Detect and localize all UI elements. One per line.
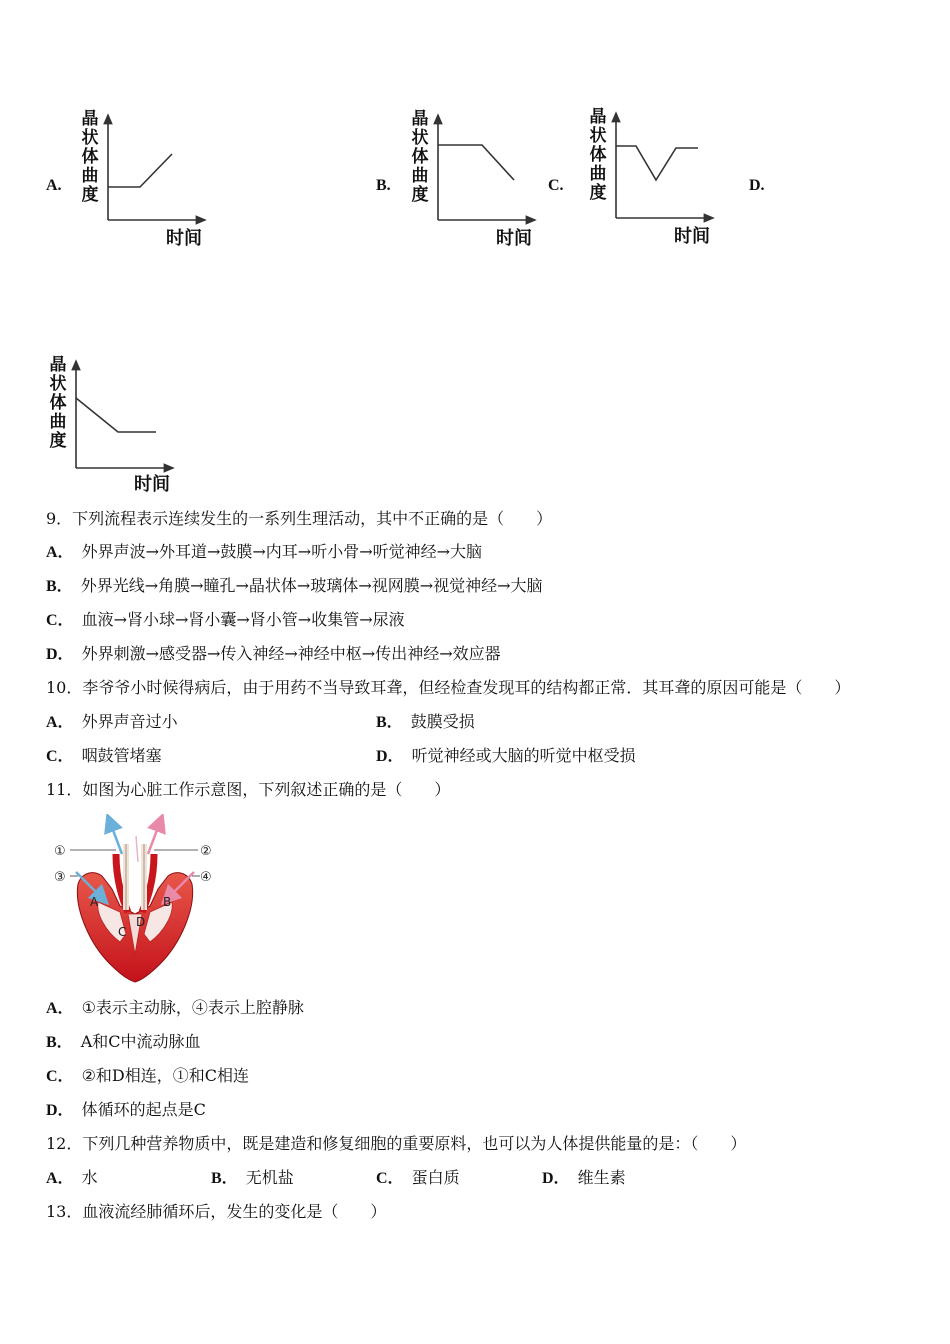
q10-option-c-text: 咽鼓管堵塞 (81, 746, 162, 765)
graph-a-y-label: 晶状体曲度 (81, 109, 99, 205)
graph-c (586, 108, 726, 248)
q10-option-d-letter: D． (376, 748, 404, 765)
q10-option-a-text: 外界声音过小 (81, 712, 178, 731)
heart-label-4: ④ (200, 870, 212, 885)
heart-label-a: A (90, 895, 99, 909)
q12-option-c-letter: C． (376, 1170, 404, 1187)
q10-stem: 10．李爷爷小时候得病后，由于用药不当导致耳聋，但经检查发现耳的结构都正常．其耳聋的原因可能是（ ） (46, 678, 851, 697)
graph-d-x-label: 时间 (134, 474, 170, 495)
q9-option-d (46, 644, 501, 665)
graph-a (78, 110, 218, 250)
graph-d-curve (76, 398, 156, 432)
q12-option-c (376, 1168, 460, 1189)
q12-option-a-letter: A． (46, 1170, 74, 1187)
q9-option-c-letter: C． (46, 612, 74, 629)
q10-option-b-text: 鼓膜受损 (410, 712, 475, 731)
heart-label-b: B (163, 895, 172, 909)
graph-c-curve (616, 146, 698, 180)
graph-a-curve (108, 154, 172, 187)
heart-label-3: ③ (54, 870, 66, 885)
q11-option-b-letter: B． (46, 1034, 73, 1051)
q11-stem: 11．如图为心脏工作示意图，下列叙述正确的是（ ） (46, 780, 451, 799)
q10-option-d (376, 746, 636, 767)
q11-option-b (46, 1032, 201, 1053)
q9-stem: 9．下列流程表示连续发生的一系列生理活动，其中不正确的是（ ） (46, 509, 553, 528)
q9-option-b (46, 576, 543, 597)
q11-option-c-text: ②和D相连，①和C相连 (81, 1066, 249, 1085)
graph-option-b-letter: B. (376, 177, 391, 194)
q9-option-b-letter: B． (46, 578, 73, 595)
q11-option-d-letter: D． (46, 1102, 74, 1119)
q12-option-a (46, 1168, 98, 1189)
q12-option-b-letter: B． (211, 1170, 238, 1187)
q9-option-a-text: 外界声波→外耳道→鼓膜→内耳→听小骨→听觉神经→大脑 (81, 542, 483, 561)
q9-option-b-text: 外界光线→角膜→瞳孔→晶状体→玻璃体→视网膜→视觉神经→大脑 (80, 576, 543, 595)
q10-option-b (376, 712, 475, 733)
q11-option-c-letter: C． (46, 1068, 74, 1085)
q9-option-a (46, 542, 482, 563)
q9-option-d-text: 外界刺激→感受器→传入神经→神经中枢→传出神经→效应器 (81, 644, 501, 663)
graph-b-curve (438, 145, 514, 180)
q11-option-c (46, 1066, 249, 1087)
q9-option-a-letter: A． (46, 544, 74, 561)
q12-option-a-text: 水 (81, 1168, 98, 1187)
heart-diagram (50, 814, 220, 984)
heart-label-1: ① (54, 844, 66, 859)
q12-option-d-letter: D． (542, 1170, 570, 1187)
q12-option-b-text: 无机盐 (245, 1168, 294, 1187)
q10-option-c-letter: C． (46, 748, 74, 765)
q10-option-a-letter: A． (46, 714, 74, 731)
heart-label-2: ② (200, 844, 212, 859)
graph-option-c-letter: C. (548, 177, 564, 194)
q12-option-c-text: 蛋白质 (411, 1168, 460, 1187)
q10-option-d-text: 听觉神经或大脑的听觉中枢受损 (411, 746, 636, 765)
graph-option-a-letter: A. (46, 177, 62, 194)
q12-option-b (211, 1168, 294, 1189)
heart-label-c: C (118, 925, 127, 939)
graph-b-x-label: 时间 (496, 228, 532, 249)
q11-option-b-text: A和C中流动脉血 (80, 1032, 201, 1051)
q11-option-d (46, 1100, 206, 1121)
graph-c-x-label: 时间 (674, 226, 710, 247)
graph-b (408, 110, 548, 250)
q12-option-d-text: 维生素 (577, 1168, 626, 1187)
q13-stem: 13．血液流经肺循环后，发生的变化是（ ） (46, 1202, 387, 1221)
graph-a-x-label: 时间 (166, 228, 202, 249)
q10-option-c (46, 746, 162, 767)
q10-option-a (46, 712, 178, 733)
q9-option-c (46, 610, 405, 631)
q9-option-d-letter: D． (46, 646, 74, 663)
q12-option-d (542, 1168, 626, 1189)
graph-d-y-label: 晶状体曲度 (49, 355, 67, 451)
q9-option-c-text: 血液→肾小球→肾小囊→肾小管→收集管→尿液 (81, 610, 405, 629)
graph-d (46, 356, 186, 496)
q11-option-d-text: 体循环的起点是C (81, 1100, 206, 1119)
q11-option-a (46, 998, 304, 1019)
graph-option-d-letter: D. (749, 177, 765, 194)
heart-label-d: D (136, 915, 146, 929)
q12-stem: 12．下列几种营养物质中，既是建造和修复细胞的重要原料，也可以为人体提供能量的是：（ ） (46, 1134, 747, 1153)
graph-c-y-label: 晶状体曲度 (589, 107, 607, 203)
q11-option-a-text: ①表示主动脉，④表示上腔静脉 (81, 998, 304, 1017)
graph-b-y-label: 晶状体曲度 (411, 109, 429, 205)
q11-option-a-letter: A． (46, 1000, 74, 1017)
q10-option-b-letter: B． (376, 714, 403, 731)
